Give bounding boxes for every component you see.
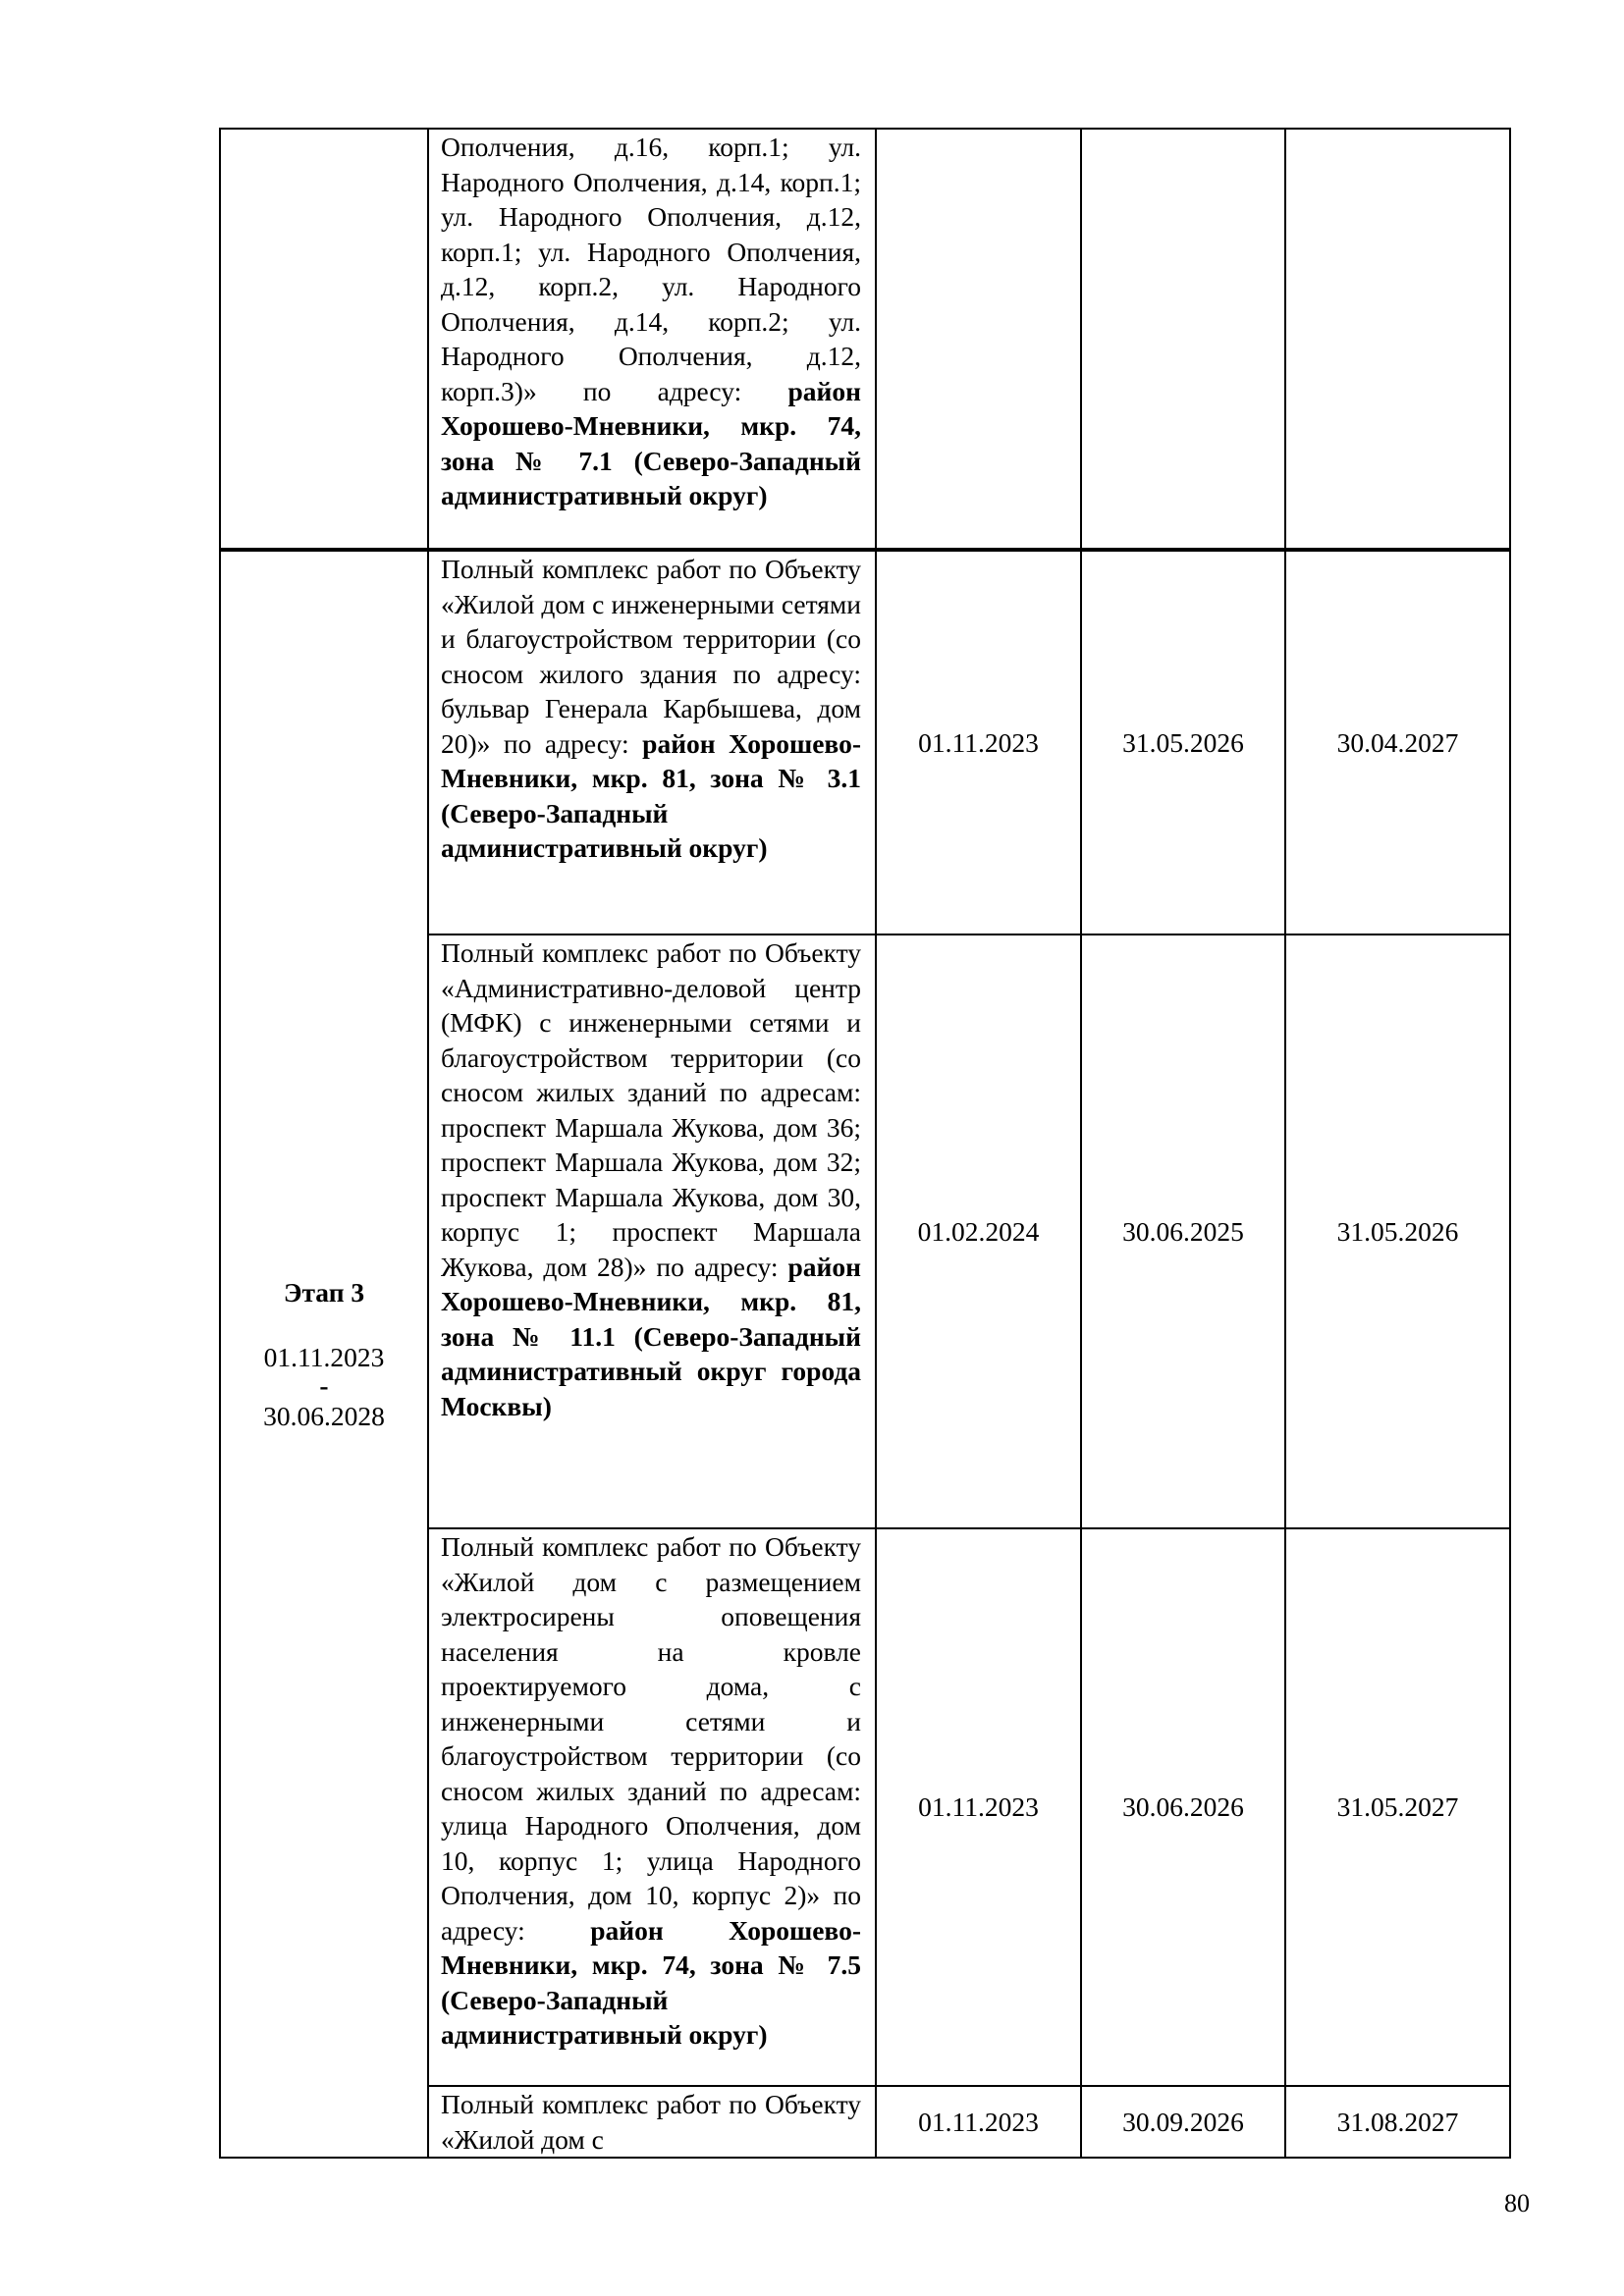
schedule-table bbox=[219, 128, 1511, 2159]
end-date bbox=[1081, 129, 1285, 550]
end-date: 30.09.2026 bbox=[1081, 2086, 1285, 2158]
object-description bbox=[428, 129, 876, 550]
description-address: район Хорошево-Мневники, мкр. 74, зона № 7.5 (Северо-Западный административный округ) bbox=[441, 1914, 861, 2050]
final-date: 31.08.2027 bbox=[1285, 2086, 1510, 2158]
start-date: 01.11.2023 bbox=[876, 1528, 1081, 2086]
start-date: 01.11.2023 bbox=[876, 550, 1081, 934]
page-number: 80 bbox=[1504, 2189, 1530, 2217]
object-description bbox=[428, 934, 876, 1528]
object-description bbox=[428, 1528, 876, 2086]
description-text: Ополчения, д.16, корп.1; ул. Народного Ополчения, д.14, корп.1; ул. Народного Ополчения, д.12, корп.1; ул. Народного Ополчения, д.12, корп.2, ул. Народного Ополчения, д.14, корп.2; ул. Народного Ополчения, д.12, корп.3)» по адресу: bbox=[441, 132, 861, 406]
stage-cell-empty bbox=[220, 129, 428, 550]
end-date: 30.06.2026 bbox=[1081, 1528, 1285, 2086]
table-row bbox=[220, 550, 1510, 934]
description-text: Полный комплекс работ по Объекту «Жилой дом с размещением электросирены оповещения населения на кровле проектируемого дома, с инженерными сетями и благоустройством территории (со сносом жилых зданий по адресам: улица Народного Ополчения, дом 10, корпус 1; улица Народного Ополчения, дом 10, корпус 2)» по адресу: bbox=[441, 1531, 861, 1946]
final-date: 31.05.2027 bbox=[1285, 1528, 1510, 2086]
description-address: район Хорошево-Мневники, мкр. 81, зона № 11.1 (Северо-Западный административный округ города Москвы) bbox=[441, 1251, 861, 1421]
start-date: 01.11.2023 bbox=[876, 2086, 1081, 2158]
description-text: Полный комплекс работ по Объекту «Жилой дом с инженерными сетями и благоустройством территории (со сносом жилого здания по адресу: бульвар Генерала Карбышева, дом 20)» по адресу: bbox=[441, 554, 861, 759]
stage-end-date: 30.06.2028 bbox=[263, 1400, 385, 1431]
object-description bbox=[428, 2086, 876, 2158]
start-date: 01.02.2024 bbox=[876, 934, 1081, 1528]
final-date bbox=[1285, 129, 1510, 550]
description-address: район Хорошево-Мневники, мкр. 74, зона № 7.1 (Северо-Западный административный округ) bbox=[441, 375, 861, 510]
start-date bbox=[876, 129, 1081, 550]
final-date: 30.04.2027 bbox=[1285, 550, 1510, 934]
stage-title: Этап 3 bbox=[283, 1276, 365, 1308]
stage-cell bbox=[220, 550, 428, 2158]
description-text: Полный комплекс работ по Объекту «Жилой дом с bbox=[441, 2089, 861, 2155]
final-date: 31.05.2026 bbox=[1285, 934, 1510, 1528]
description-address: район Хорошево-Мневники, мкр. 81, зона № 3.1 (Северо-Западный административный округ) bbox=[441, 727, 861, 863]
end-date: 31.05.2026 bbox=[1081, 550, 1285, 934]
end-date: 30.06.2025 bbox=[1081, 934, 1285, 1528]
description-text: Полный комплекс работ по Объекту «Административно-деловой центр (МФК) с инженерными сетями и благоустройством территории (со сносом жилых зданий по адресам: проспект Маршала Жукова, дом 36; проспект Маршала Жукова, дом 32; проспект Маршала Жукова, дом 30, корпус 1; проспект Маршала Жукова, дом 28)» по адресу: bbox=[441, 937, 861, 1282]
object-description bbox=[428, 550, 876, 934]
table-row bbox=[220, 129, 1510, 550]
stage-dash: - bbox=[319, 1369, 329, 1401]
stage-start-date: 01.11.2023 bbox=[263, 1341, 385, 1372]
